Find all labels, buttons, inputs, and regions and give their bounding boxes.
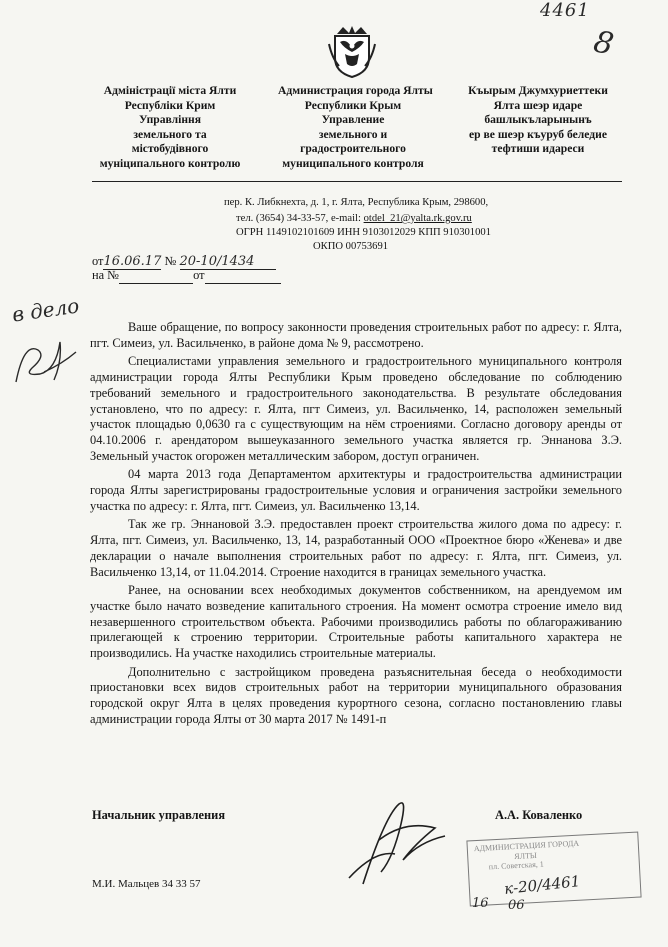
reg-ot2-label: от bbox=[193, 268, 205, 282]
letter-body bbox=[90, 320, 622, 731]
handwritten-signature bbox=[345, 780, 455, 890]
contact-phone: тел. (3654) 34-33-57, e-mail: bbox=[236, 213, 364, 224]
signature-title: Начальник управления bbox=[92, 808, 226, 822]
reg-ot-label: от bbox=[92, 254, 104, 268]
reg-date-handwritten: 16.06.17 bbox=[103, 254, 162, 269]
reg-incoming-number-blank bbox=[119, 268, 193, 284]
stamp-line: пл. Советская, 1 bbox=[488, 859, 544, 872]
body-paragraph: Ранее, на основании всех необходимых документов собственником, на арендуемом им участке было начато возведение капитального строения. На момент осмотра строение имело вид незавершенного строительством объекта. Рабочими производились работы по облагораживанию прилегающей к строению территории. Строительные работы капитального характера не производились. На участке находились строительные материалы. bbox=[90, 583, 622, 661]
reg-na-label: на № bbox=[92, 268, 120, 282]
header-ukrainian-line: Адміністрації міста Ялти bbox=[103, 84, 237, 97]
stamp-line: ЯЛТЫ bbox=[514, 850, 538, 861]
contact-address: пер. К. Либкнехта, д. 1, г. Ялта, Республика Крым, 298600, bbox=[224, 197, 489, 208]
header-ukrainian-line: Управління bbox=[139, 113, 201, 127]
registration-stamp bbox=[466, 832, 641, 907]
reg-number-handwritten: 20-10/1434 bbox=[180, 254, 276, 270]
header-ukrainian-line: земельного та bbox=[133, 127, 207, 141]
header-russian-line: градостроительного bbox=[300, 142, 406, 156]
margin-signature-scribble bbox=[10, 322, 80, 392]
stamp-line: АДМИНИСТРАЦИЯ ГОРОДА bbox=[473, 838, 580, 854]
body-paragraph: 04 марта 2013 года Департаментом архитектуры и градостроительства администрации города Ялты зарегистрированы градостроительные условия и ограничения застройки земельного участка по адресу: г. Ялта, пгт. Симеиз, ул. Васильченко 13,14. bbox=[90, 467, 622, 513]
header-ukrainian-line: Республіки Крим bbox=[124, 98, 216, 112]
contact-phone-email bbox=[236, 212, 472, 226]
header-russian-line: Администрация города Ялты bbox=[278, 84, 433, 97]
header-crimean-tatar-line: Къырым Джумхуриеттеки bbox=[468, 84, 608, 97]
contact-ogrn: ОГРН 1149102101609 ИНН 9103012029 КПП 910301001 bbox=[236, 227, 491, 238]
handwritten-corner-mark: 8 bbox=[590, 24, 617, 63]
header-ukrainian bbox=[95, 84, 245, 172]
body-paragraph: Дополнительно с застройщиком проведена разъяснительная беседа о необходимости приостановки всех видов строительных работ на территории муниципального образования городской округ Ялта в целях проведения курортного сезона, согласно постановлению главы администрации города Ялты от 30 марта 2017 № 1491-п bbox=[90, 664, 622, 726]
header-russian-line: Республики Крым bbox=[304, 98, 402, 112]
stamp-number-handwritten: к-20/4461 bbox=[503, 872, 582, 898]
header-crimean-tatar-line: башлыкъларынынъ bbox=[484, 113, 592, 127]
coat-of-arms-emblem bbox=[327, 24, 377, 78]
reg-line-incoming bbox=[92, 268, 281, 284]
reg-no-label: № bbox=[164, 254, 177, 268]
executor-contact: М.И. Мальцев 34 33 57 bbox=[92, 878, 201, 890]
header-crimean-tatar-line: Ялта шеэр идаре bbox=[493, 98, 583, 112]
handwritten-page-number: 4461 bbox=[540, 0, 590, 21]
header-crimean-tatar-line: ер ве шеэр къуруб беледие bbox=[469, 127, 607, 141]
reg-incoming-date-blank bbox=[205, 268, 281, 284]
header-russian-line: муниципального контроля bbox=[282, 156, 424, 170]
contact-okpo: ОКПО 00753691 bbox=[313, 241, 389, 252]
stamp-day-handwritten: 16 bbox=[472, 896, 489, 911]
header-russian-line: Управление bbox=[321, 113, 385, 127]
header-ukrainian-line: муніципального контролю bbox=[99, 156, 241, 170]
stamp-month-handwritten: 06 bbox=[508, 898, 525, 913]
margin-note-handwritten: в дело bbox=[10, 293, 81, 327]
body-paragraph: Ваше обращение, по вопросу законности проведения строительных работ по адресу: г. Ялта, пгт. Симеиз, ул. Васильченко, в районе дома № 9, рассмотрено. bbox=[90, 320, 622, 350]
header-ukrainian-line: містобудівного bbox=[131, 142, 209, 156]
signature-name: А.А. Коваленко bbox=[495, 808, 583, 822]
contact-email-link[interactable]: otdel_21@yalta.rk.gov.ru bbox=[363, 213, 472, 224]
header-divider bbox=[92, 181, 622, 182]
header-russian-line: земельного и bbox=[318, 127, 388, 141]
body-paragraph: Специалистами управления земельного и градостроительного муниципального контроля администрации города Ялты Республики Крым проведено обследование по соблюдению требований земельного и градостроительного законодательства. В результате обследования установлено, что по адресу: г. Ялта, пгт Симеиз, ул. Васильченко, 14, расположен земельный участок площадью 0,0630 га с существующим на нём строениями. Согласно договору аренды от 04.10.2006 г. арендатором вышеуказанного земельного участка является гр. Эннанова З.Э. Земельный участок огорожен металлическим забором, доступ ограничен. bbox=[90, 354, 622, 463]
header-crimean-tatar bbox=[463, 84, 613, 157]
body-paragraph: Так же гр. Эннановой З.Э. предоставлен проект строительства жилого дома по адресу: г. Ялта, пгт. Симеиз, ул. Васильченко, 13, 14, разработанный ООО «Проектное бюро «Женева» и две декларации о начале выполнения строительных работ по адресу: г. Ялта, пгт. Симеиз, ул. Васильченко 13,14, от 11.04.2014. Строение находится в границах земельного участка. bbox=[90, 517, 622, 579]
header-crimean-tatar-line: тефтиши идареси bbox=[491, 142, 585, 156]
header-russian bbox=[278, 84, 433, 172]
